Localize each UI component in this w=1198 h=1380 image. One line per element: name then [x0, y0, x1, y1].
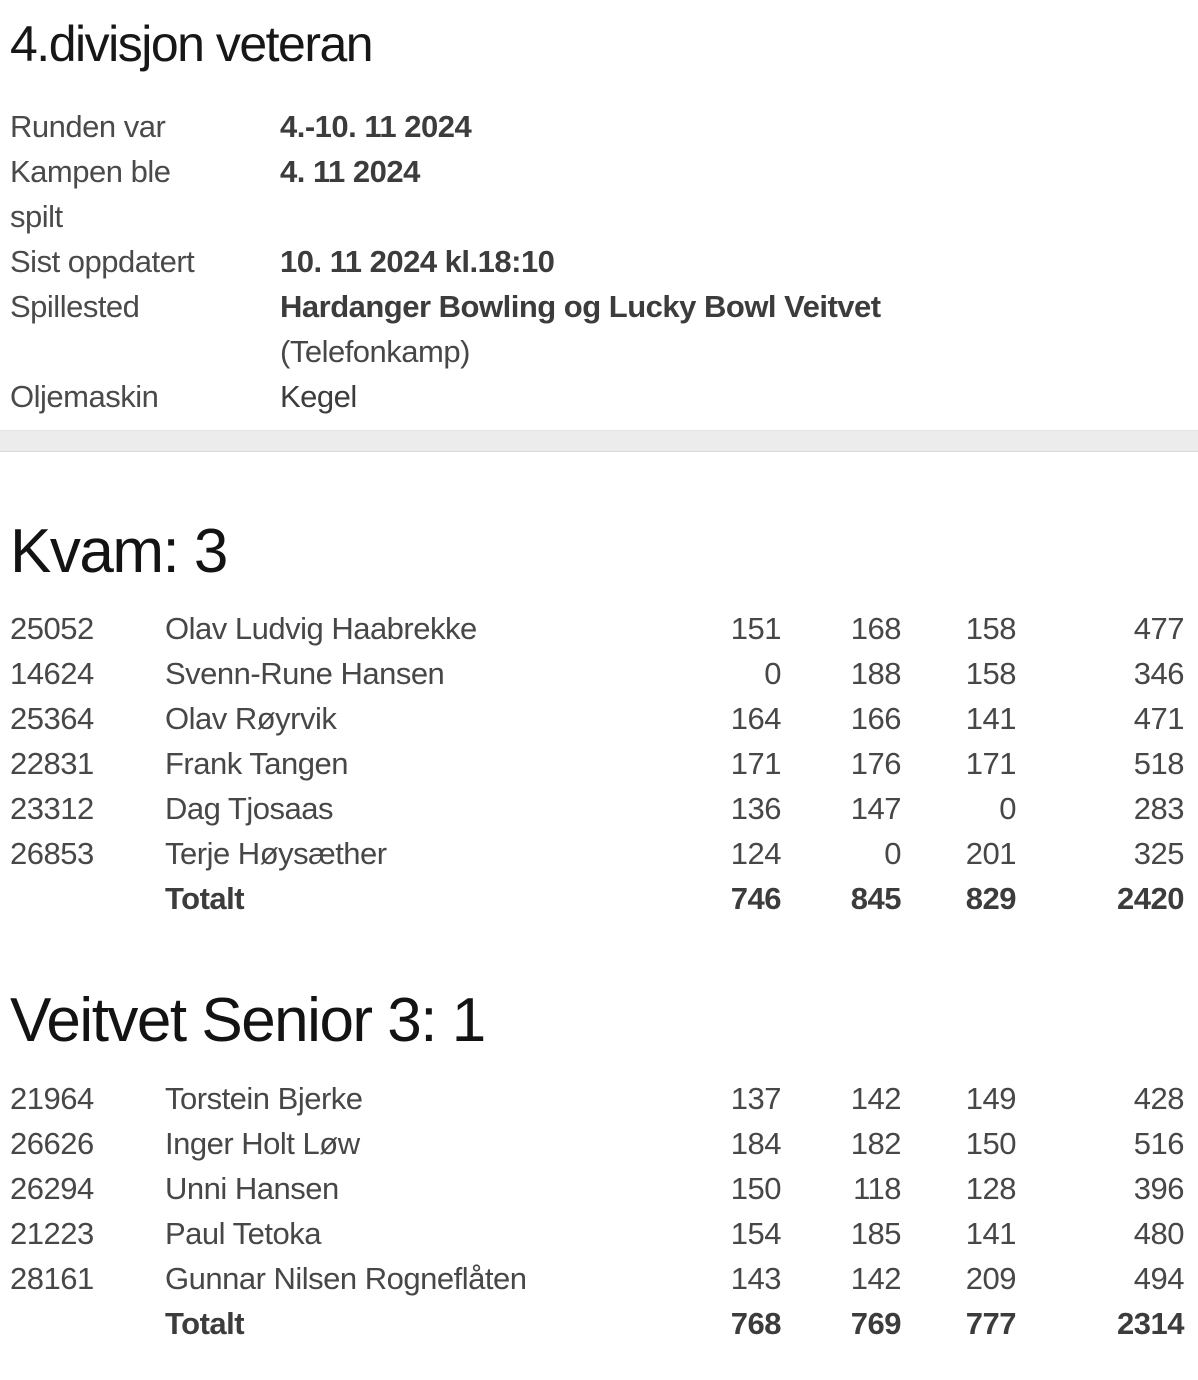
- player-game-1-score: 0: [764, 656, 781, 692]
- player-row: [10, 651, 1188, 696]
- totals-game-1-score: 746: [730, 881, 781, 917]
- totals-series-total: 2420: [1117, 881, 1184, 917]
- player-id: 21964: [10, 1080, 94, 1116]
- player-series-total: 283: [1133, 791, 1184, 827]
- player-name: Unni Hansen: [165, 1170, 339, 1206]
- player-name: Svenn-Rune Hansen: [165, 656, 445, 692]
- team-heading: Kvam: 3: [10, 517, 227, 586]
- player-id: 23312: [10, 791, 94, 827]
- player-name: Paul Tetoka: [165, 1215, 321, 1251]
- player-game-3-score: 150: [965, 1125, 1016, 1161]
- meta-row: [10, 149, 1188, 239]
- player-game-2-score: 176: [850, 746, 901, 782]
- player-row: [10, 1166, 1188, 1211]
- player-id: 26294: [10, 1170, 94, 1206]
- player-row: [10, 606, 1188, 651]
- player-game-2-score: 168: [850, 611, 901, 647]
- player-game-3-score: 209: [965, 1260, 1016, 1296]
- player-game-2-score: 188: [850, 656, 901, 692]
- meta-note: (Telefonkamp): [280, 334, 470, 369]
- player-game-1-score: 124: [730, 836, 781, 872]
- team-heading: Veitvet Senior 3: 1: [10, 986, 485, 1056]
- player-game-2-score: 147: [850, 791, 901, 827]
- totals-game-1-score: 768: [730, 1305, 781, 1341]
- player-row: [10, 786, 1188, 831]
- match-meta-list: [10, 104, 1188, 419]
- teams-container: [0, 516, 1198, 1346]
- meta-label: Kampen ble spilt: [10, 154, 171, 234]
- player-series-total: 494: [1133, 1260, 1184, 1296]
- player-name: Olav Røyrvik: [165, 701, 337, 737]
- player-game-1-score: 184: [730, 1125, 781, 1161]
- meta-label: Oljemaskin: [10, 379, 159, 414]
- player-game-1-score: 151: [730, 611, 781, 647]
- player-name: Inger Holt Løw: [165, 1125, 360, 1161]
- player-name: Frank Tangen: [165, 746, 348, 782]
- player-row: [10, 1076, 1188, 1121]
- meta-label: Spillested: [10, 289, 140, 324]
- totals-game-2-score: 845: [850, 881, 901, 917]
- player-id: 26626: [10, 1125, 94, 1161]
- player-game-2-score: 118: [853, 1170, 901, 1206]
- totals-series-total: 2314: [1117, 1305, 1184, 1341]
- meta-label: Runden var: [10, 109, 166, 144]
- player-game-3-score: 201: [965, 836, 1016, 872]
- player-game-1-score: 137: [730, 1080, 781, 1116]
- player-game-1-score: 171: [730, 746, 781, 782]
- totals-game-3-score: 829: [965, 881, 1016, 917]
- player-id: 22831: [10, 746, 94, 782]
- page-header: [0, 14, 1198, 419]
- totals-empty-id: [10, 1301, 165, 1346]
- player-name: Terje Høysæther: [165, 836, 387, 872]
- player-game-3-score: 158: [965, 656, 1016, 692]
- player-id: 28161: [10, 1260, 94, 1296]
- meta-value: 4. 11 2024: [280, 154, 420, 189]
- player-id: 25052: [10, 611, 94, 647]
- meta-value: Hardanger Bowling og Lucky Bowl Veitvet (Telefonkamp): [280, 289, 881, 369]
- player-game-2-score: 142: [850, 1080, 901, 1116]
- player-game-3-score: 128: [965, 1170, 1016, 1206]
- player-id: 21223: [10, 1215, 94, 1251]
- player-game-3-score: 171: [965, 746, 1016, 782]
- player-game-3-score: 141: [965, 1215, 1016, 1251]
- player-row: [10, 1211, 1188, 1256]
- team-section: [10, 985, 1188, 1345]
- meta-row: [10, 284, 1188, 374]
- meta-value: 4.-10. 11 2024: [280, 109, 472, 144]
- player-game-2-score: 166: [850, 701, 901, 737]
- player-game-1-score: 154: [730, 1215, 781, 1251]
- meta-value: Kegel: [280, 379, 357, 414]
- player-game-1-score: 143: [730, 1260, 781, 1296]
- player-series-total: 325: [1133, 836, 1184, 872]
- meta-label: Sist oppdatert: [10, 244, 195, 279]
- player-name: Torstein Bjerke: [165, 1080, 363, 1116]
- page-title: 4.divisjon veteran: [10, 16, 373, 72]
- totals-game-2-score: 769: [850, 1305, 901, 1341]
- team-totals-row: [10, 876, 1188, 921]
- meta-value: 10. 11 2024 kl.18:10: [280, 244, 555, 279]
- totals-game-3-score: 777: [965, 1305, 1016, 1341]
- section-divider: [0, 430, 1198, 452]
- player-row: [10, 831, 1188, 876]
- player-row: [10, 1256, 1188, 1301]
- player-game-3-score: 141: [965, 701, 1016, 737]
- player-series-total: 518: [1133, 746, 1184, 782]
- player-game-2-score: 142: [850, 1260, 901, 1296]
- player-game-2-score: 182: [850, 1125, 901, 1161]
- player-name: Gunnar Nilsen Rogneflåten: [165, 1260, 527, 1296]
- player-game-2-score: 185: [850, 1215, 901, 1251]
- player-row: [10, 696, 1188, 741]
- player-row: [10, 1121, 1188, 1166]
- player-game-3-score: 158: [965, 611, 1016, 647]
- player-series-total: 346: [1133, 656, 1184, 692]
- player-game-1-score: 150: [730, 1170, 781, 1206]
- player-name: Dag Tjosaas: [165, 791, 333, 827]
- score-table: [10, 606, 1188, 921]
- player-series-total: 516: [1133, 1125, 1184, 1161]
- player-series-total: 480: [1133, 1215, 1184, 1251]
- player-game-3-score: 0: [999, 791, 1016, 827]
- team-totals-row: [10, 1301, 1188, 1346]
- meta-row: [10, 104, 1188, 149]
- totals-label: Totalt: [165, 1305, 245, 1341]
- team-section: [10, 516, 1188, 921]
- player-row: [10, 741, 1188, 786]
- player-name: Olav Ludvig Haabrekke: [165, 611, 477, 647]
- meta-row: [10, 239, 1188, 284]
- meta-row: [10, 374, 1188, 419]
- player-series-total: 396: [1133, 1170, 1184, 1206]
- player-series-total: 471: [1133, 701, 1184, 737]
- score-table: [10, 1076, 1188, 1346]
- totals-empty-id: [10, 876, 165, 921]
- player-game-1-score: 164: [730, 701, 781, 737]
- player-game-3-score: 149: [965, 1080, 1016, 1116]
- totals-label: Totalt: [165, 881, 245, 917]
- player-id: 26853: [10, 836, 94, 872]
- player-game-1-score: 136: [730, 791, 781, 827]
- player-series-total: 477: [1133, 611, 1184, 647]
- player-game-2-score: 0: [884, 836, 901, 872]
- player-id: 25364: [10, 701, 94, 737]
- player-id: 14624: [10, 656, 94, 692]
- player-series-total: 428: [1133, 1080, 1184, 1116]
